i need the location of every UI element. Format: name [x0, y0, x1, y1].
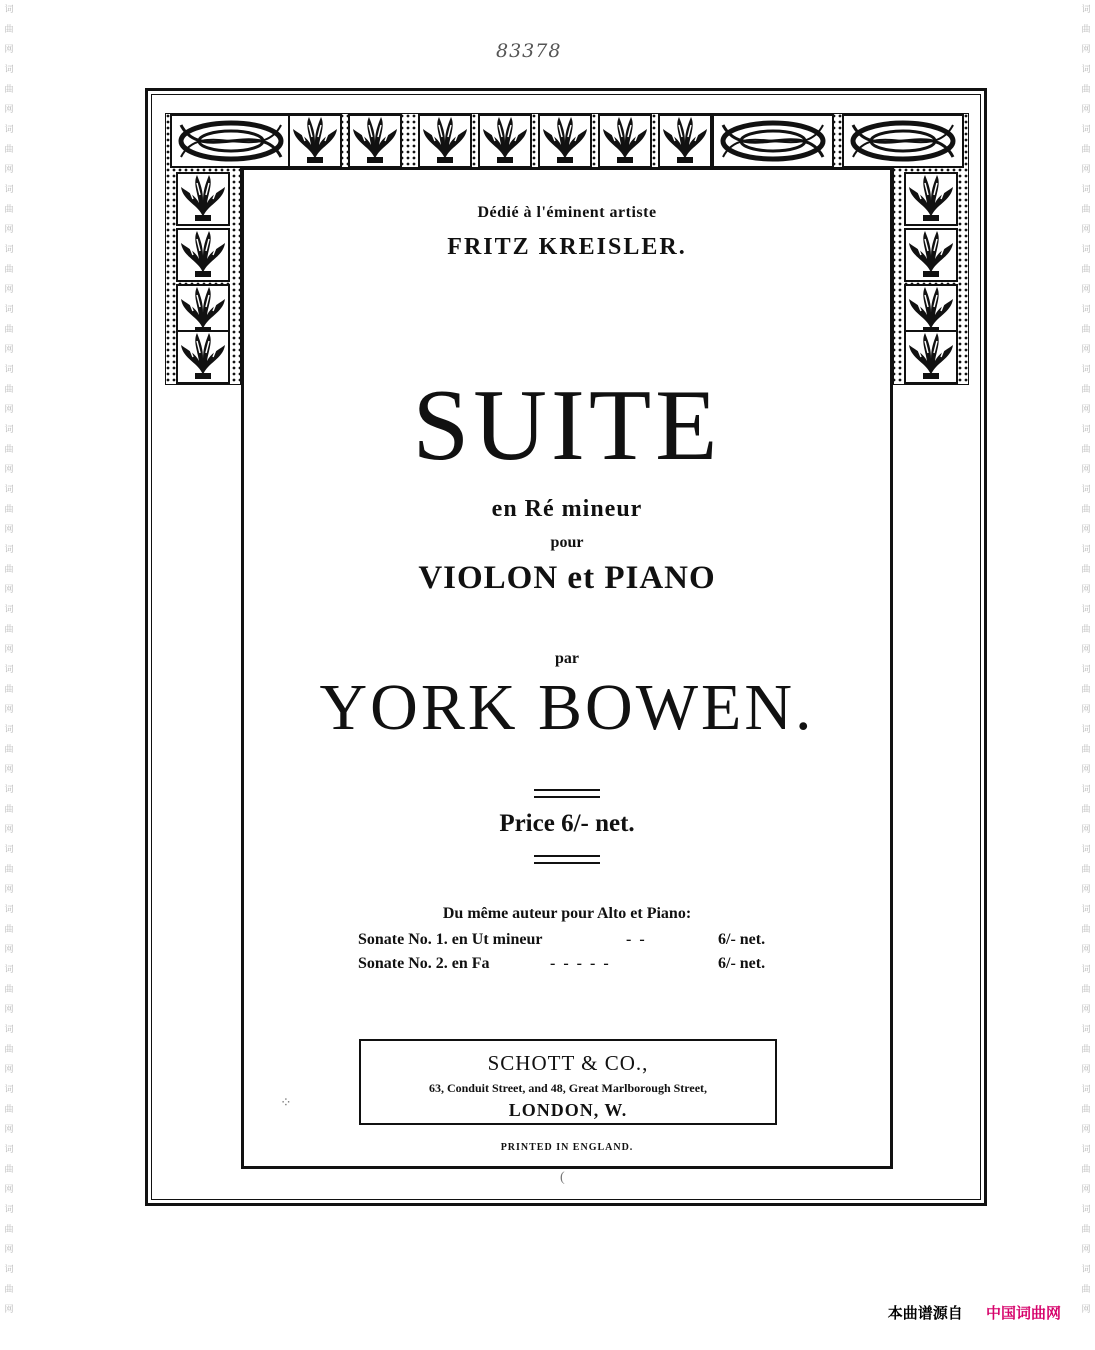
- dedication-line: Dédié à l'éminent artiste: [477, 204, 657, 221]
- side-watermark-glyph: 词: [4, 665, 14, 675]
- right-side-watermark: [1079, 0, 1093, 1350]
- par-line: par: [555, 650, 579, 667]
- side-watermark-glyph: 曲: [4, 445, 14, 455]
- side-watermark-glyph: 网: [1081, 165, 1091, 175]
- side-watermark-glyph: 词: [4, 5, 14, 15]
- side-watermark-glyph: 词: [1081, 725, 1091, 735]
- side-watermark-glyph: 曲: [4, 1165, 14, 1175]
- side-watermark-glyph: 网: [1081, 1125, 1091, 1135]
- side-watermark-glyph: 曲: [1081, 1105, 1091, 1115]
- side-watermark-glyph: 曲: [1081, 445, 1091, 455]
- publisher-address: 63, Conduit Street, and 48, Great Marlborough Street,: [428, 1081, 708, 1095]
- side-watermark-glyph: 词: [1081, 245, 1091, 255]
- side-watermark-glyph: 词: [4, 785, 14, 795]
- side-watermark-glyph: 曲: [1081, 265, 1091, 275]
- side-watermark-glyph: 网: [4, 1185, 14, 1195]
- printed-in-line: PRINTED IN ENGLAND.: [500, 1142, 634, 1153]
- work-title: SUITE: [412, 369, 722, 482]
- side-watermark-glyph: 词: [1081, 665, 1091, 675]
- side-watermark-glyph: 网: [4, 465, 14, 475]
- side-watermark-glyph: 词: [1081, 1145, 1091, 1155]
- side-watermark-glyph: 词: [4, 1265, 14, 1275]
- side-watermark-glyph: 词: [1081, 605, 1091, 615]
- side-watermark-glyph: 网: [1081, 825, 1091, 835]
- side-watermark-glyph: 词: [1081, 365, 1091, 375]
- side-watermark-glyph: 网: [1081, 585, 1091, 595]
- side-watermark-glyph: 词: [1081, 125, 1091, 135]
- side-watermark-glyph: 网: [1081, 885, 1091, 895]
- side-watermark-glyph: 词: [4, 125, 14, 135]
- side-watermark-glyph: 网: [1081, 1305, 1091, 1315]
- side-watermark-glyph: 网: [4, 225, 14, 235]
- price-rule-bottom: [534, 855, 600, 864]
- side-watermark-glyph: 网: [1081, 45, 1091, 55]
- side-watermark-glyph: 曲: [4, 85, 14, 95]
- side-watermark-glyph: 网: [4, 525, 14, 535]
- side-watermark-glyph: 词: [1081, 1265, 1091, 1275]
- side-watermark-glyph: 曲: [1081, 925, 1091, 935]
- side-watermark-glyph: 词: [4, 1205, 14, 1215]
- footer-source: [888, 1302, 1061, 1323]
- handwritten-catalog-number: 83378: [496, 40, 562, 62]
- side-watermark-glyph: 网: [4, 1245, 14, 1255]
- side-watermark-glyph: 网: [4, 825, 14, 835]
- side-watermark-glyph: 曲: [4, 925, 14, 935]
- side-watermark-glyph: 曲: [4, 805, 14, 815]
- side-watermark-glyph: 曲: [1081, 505, 1091, 515]
- side-watermark-glyph: 网: [1081, 345, 1091, 355]
- side-watermark-glyph: 曲: [4, 1045, 14, 1055]
- side-watermark-glyph: 词: [4, 905, 14, 915]
- side-watermark-glyph: 曲: [4, 205, 14, 215]
- side-watermark-glyph: 曲: [1081, 685, 1091, 695]
- side-watermark-glyph: 词: [1081, 1025, 1091, 1035]
- composer-name: YORK BOWEN.: [319, 671, 815, 744]
- side-watermark-glyph: 网: [4, 45, 14, 55]
- side-watermark-glyph: 曲: [1081, 1225, 1091, 1235]
- side-watermark-glyph: 曲: [1081, 805, 1091, 815]
- side-watermark-glyph: 曲: [4, 145, 14, 155]
- side-watermark-glyph: 网: [1081, 105, 1091, 115]
- side-watermark-glyph: 词: [4, 605, 14, 615]
- side-watermark-glyph: 词: [1081, 1085, 1091, 1095]
- side-watermark-glyph: 网: [4, 345, 14, 355]
- other-works-heading: Du même auteur pour Alto et Piano:: [442, 905, 692, 922]
- side-watermark-glyph: 网: [1081, 705, 1091, 715]
- side-watermark-glyph: 曲: [1081, 565, 1091, 575]
- side-watermark-glyph: 曲: [1081, 745, 1091, 755]
- side-watermark-glyph: 词: [1081, 785, 1091, 795]
- side-watermark-glyph: 曲: [4, 505, 14, 515]
- side-watermark-glyph: 曲: [4, 1285, 14, 1295]
- side-watermark-glyph: 曲: [1081, 145, 1091, 155]
- side-watermark-glyph: 曲: [4, 565, 14, 575]
- other-work-title: Sonate No. 2. en Fa: [358, 955, 490, 972]
- side-watermark-glyph: 曲: [4, 25, 14, 35]
- side-watermark-glyph: 网: [1081, 945, 1091, 955]
- publisher-box: [359, 1039, 777, 1125]
- side-watermark-glyph: 网: [4, 705, 14, 715]
- side-watermark-glyph: 网: [4, 1125, 14, 1135]
- side-watermark-glyph: 词: [1081, 905, 1091, 915]
- left-side-watermark: [2, 0, 16, 1350]
- side-watermark-glyph: 曲: [4, 985, 14, 995]
- side-watermark-glyph: 词: [4, 1025, 14, 1035]
- side-watermark-glyph: 词: [1081, 5, 1091, 15]
- other-work-title: Sonate No. 1. en Ut mineur: [358, 931, 543, 948]
- pour-line: pour: [550, 534, 584, 551]
- side-watermark-glyph: 网: [4, 285, 14, 295]
- side-watermark-glyph: 网: [1081, 1005, 1091, 1015]
- side-watermark-glyph: 词: [4, 485, 14, 495]
- side-watermark-glyph: 曲: [1081, 1165, 1091, 1175]
- side-watermark-glyph: 网: [4, 165, 14, 175]
- side-watermark-glyph: 网: [1081, 645, 1091, 655]
- price-rule-top: [534, 789, 600, 798]
- side-watermark-glyph: 词: [4, 245, 14, 255]
- side-watermark-glyph: 词: [4, 1085, 14, 1095]
- side-watermark-glyph: 曲: [4, 325, 14, 335]
- side-watermark-glyph: 曲: [1081, 325, 1091, 335]
- side-watermark-glyph: 网: [4, 1065, 14, 1075]
- side-watermark-glyph: 网: [4, 405, 14, 415]
- key-line: en Ré mineur: [491, 496, 643, 522]
- side-watermark-glyph: 词: [4, 425, 14, 435]
- side-watermark-glyph: 网: [1081, 285, 1091, 295]
- title-panel: [241, 167, 893, 1169]
- side-watermark-glyph: 词: [1081, 425, 1091, 435]
- side-watermark-glyph: 曲: [1081, 25, 1091, 35]
- side-watermark-glyph: 曲: [4, 1225, 14, 1235]
- side-watermark-glyph: 词: [4, 305, 14, 315]
- side-watermark-glyph: 词: [4, 365, 14, 375]
- side-watermark-glyph: 词: [1081, 485, 1091, 495]
- side-watermark-glyph: 词: [4, 965, 14, 975]
- side-watermark-glyph: 网: [4, 885, 14, 895]
- side-watermark-glyph: 网: [1081, 525, 1091, 535]
- other-work-price: 6/- net.: [718, 931, 766, 948]
- side-watermark-glyph: 曲: [1081, 1045, 1091, 1055]
- side-watermark-glyph: 词: [1081, 65, 1091, 75]
- side-watermark-glyph: 网: [1081, 765, 1091, 775]
- side-watermark-glyph: 词: [1081, 965, 1091, 975]
- footer-source-label: 本曲谱源自: [887, 1304, 963, 1322]
- side-watermark-glyph: 词: [4, 185, 14, 195]
- side-watermark-glyph: 网: [1081, 1185, 1091, 1195]
- side-watermark-glyph: 网: [4, 645, 14, 655]
- other-work-price: 6/- net.: [718, 955, 766, 972]
- side-watermark-glyph: 网: [4, 1305, 14, 1315]
- other-work-leader: - -: [626, 931, 647, 948]
- side-watermark-glyph: 词: [1081, 845, 1091, 855]
- side-watermark-glyph: 网: [1081, 405, 1091, 415]
- side-watermark-glyph: 网: [4, 105, 14, 115]
- side-watermark-glyph: 网: [1081, 225, 1091, 235]
- side-watermark-glyph: 曲: [4, 865, 14, 875]
- side-watermark-glyph: 词: [1081, 185, 1091, 195]
- side-watermark-glyph: 网: [4, 945, 14, 955]
- side-watermark-glyph: 曲: [1081, 385, 1091, 395]
- side-watermark-glyph: 网: [4, 765, 14, 775]
- side-watermark-glyph: 曲: [1081, 85, 1091, 95]
- footer-site-name: 中国词曲网: [985, 1304, 1061, 1322]
- side-watermark-glyph: 曲: [1081, 865, 1091, 875]
- side-watermark-glyph: 网: [4, 585, 14, 595]
- side-watermark-glyph: 词: [4, 725, 14, 735]
- side-watermark-glyph: 曲: [4, 1105, 14, 1115]
- side-watermark-glyph: 曲: [1081, 205, 1091, 215]
- side-watermark-glyph: 网: [1081, 465, 1091, 475]
- side-watermark-glyph: 词: [1081, 305, 1091, 315]
- instrumentation: VIOLON et PIANO: [418, 560, 716, 596]
- dedicatee-name: FRITZ KREISLER.: [447, 234, 687, 260]
- side-watermark-glyph: 网: [4, 1005, 14, 1015]
- side-watermark-glyph: 词: [4, 845, 14, 855]
- side-watermark-glyph: 网: [1081, 1065, 1091, 1075]
- side-watermark-glyph: 曲: [4, 745, 14, 755]
- side-watermark-glyph: 曲: [4, 385, 14, 395]
- side-watermark-glyph: 曲: [4, 625, 14, 635]
- side-watermark-glyph: 网: [1081, 1245, 1091, 1255]
- side-watermark-glyph: 词: [4, 65, 14, 75]
- publisher-name: SCHOTT & CO.,: [487, 1051, 649, 1075]
- side-watermark-glyph: 词: [4, 1145, 14, 1155]
- scan-speck: ⁘: [280, 1096, 292, 1111]
- publisher-city: LONDON, W.: [508, 1100, 628, 1120]
- side-watermark-glyph: 曲: [1081, 625, 1091, 635]
- scan-mark: (: [560, 1170, 565, 1185]
- side-watermark-glyph: 词: [4, 545, 14, 555]
- side-watermark-glyph: 词: [1081, 545, 1091, 555]
- side-watermark-glyph: 词: [1081, 1205, 1091, 1215]
- side-watermark-glyph: 曲: [1081, 985, 1091, 995]
- other-work-leader: - - - - -: [550, 955, 611, 972]
- price: Price 6/- net.: [499, 810, 635, 837]
- side-watermark-glyph: 曲: [4, 685, 14, 695]
- side-watermark-glyph: 曲: [4, 265, 14, 275]
- side-watermark-glyph: 曲: [1081, 1285, 1091, 1295]
